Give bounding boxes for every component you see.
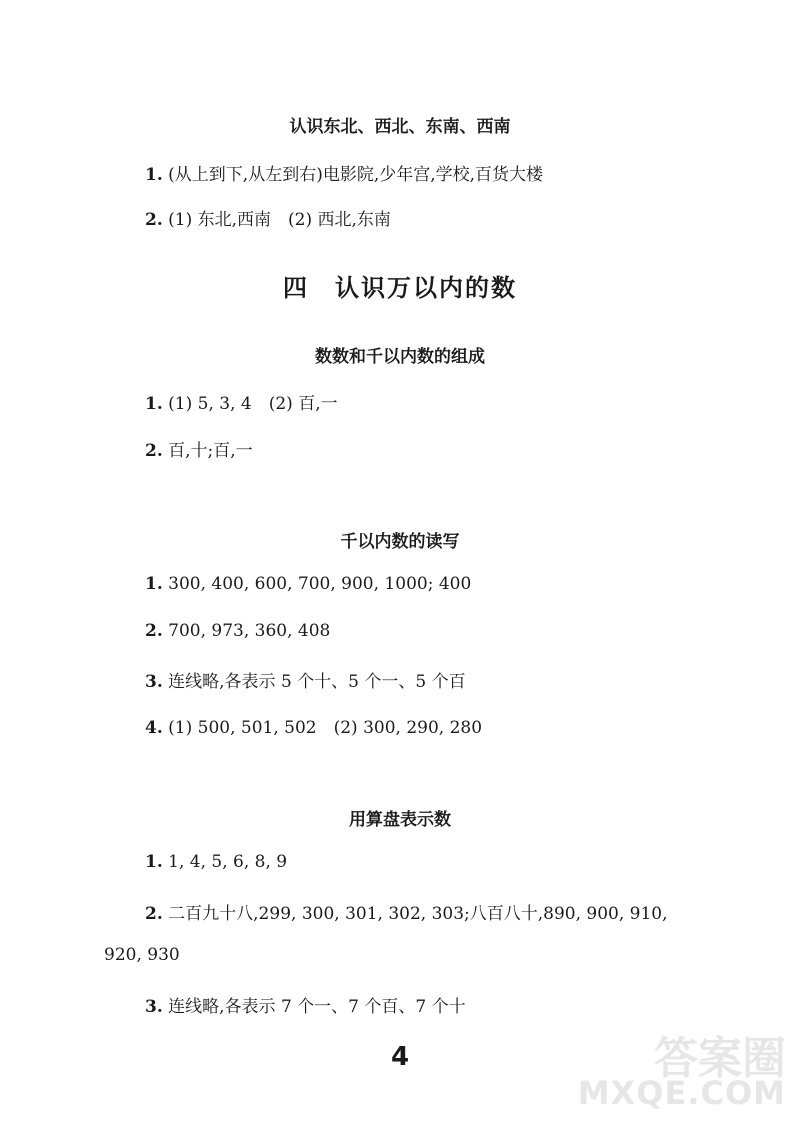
answer-line [145,667,466,692]
item-text: 二百九十八,299, 300, 301, 302, 303;八百八十,890, 900, 910, [168,904,668,924]
section-title-read-write: 千以内数的读写 [340,532,460,552]
item-number: 2. [145,904,163,924]
answer-line-continuation: 920, 930 [104,945,180,965]
item-text: 1, 4, 5, 6, 8, 9 [168,852,288,872]
watermark [577,1022,786,1118]
chapter-title: 四 认识万以内的数 [283,274,517,302]
section-title-composition: 数数和千以内数的组成 [315,347,485,367]
item-text: (从上到下,从左到右)电影院,少年宫,学校,百货大楼 [168,165,544,185]
page-number: 4 [390,1042,410,1072]
item-text: 连线略,各表示 5 个十、5 个一、5 个百 [168,672,466,692]
item-number: 2. [145,210,163,230]
answer-line [145,160,543,185]
item-number: 3. [145,997,163,1017]
answer-line [145,899,668,924]
item-text: 300, 400, 600, 700, 900, 1000; 400 [168,574,472,594]
section-title-directions: 认识东北、西北、东南、西南 [289,117,511,137]
answer-line [145,621,330,641]
item-number: 1. [145,394,163,414]
answer-line [145,852,287,872]
answer-line [145,713,482,738]
item-text: 700, 973, 360, 408 [168,621,331,641]
item-number: 1. [145,165,163,185]
item-text: 连线略,各表示 7 个一、7 个百、7 个十 [168,997,466,1017]
item-number: 4. [145,718,163,738]
item-text: (1) 东北,西南 (2) 西北,东南 [168,210,391,230]
item-number: 2. [145,441,163,461]
item-text: 百,十;百,一 [168,441,253,461]
answer-line [145,389,338,414]
item-number: 3. [145,672,163,692]
item-number: 1. [145,852,163,872]
watermark-url: MXQE.COM [577,1074,786,1112]
item-number: 1. [145,574,163,594]
answer-line [145,436,253,461]
item-number: 2. [145,621,163,641]
answer-line [145,205,391,230]
item-text: (1) 500, 501, 502 (2) 300, 290, 280 [168,718,483,738]
answer-line [145,574,471,594]
watermark-logo-text: 答案圈 [654,1033,786,1084]
answer-line [145,992,466,1017]
section-title-abacus: 用算盘表示数 [349,810,451,830]
item-text: (1) 5, 3, 4 (2) 百,一 [168,394,338,414]
